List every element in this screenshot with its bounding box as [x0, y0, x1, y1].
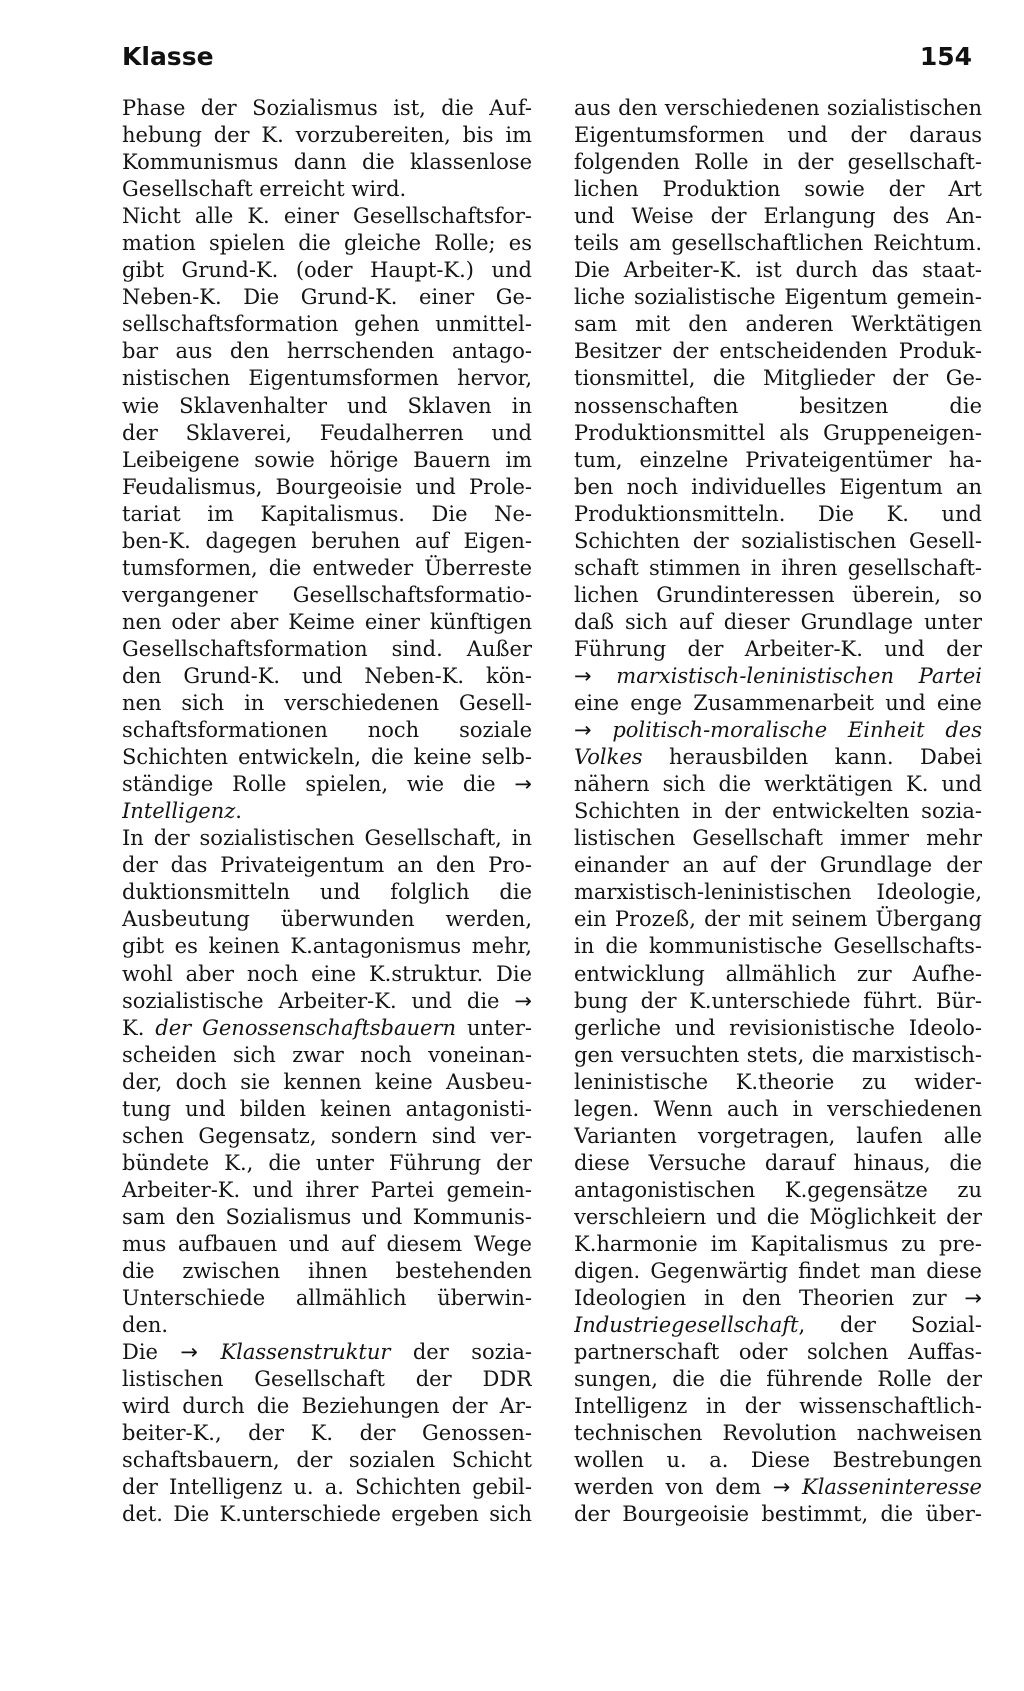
- text-line: [574, 1015, 982, 1042]
- text-line: [122, 1042, 532, 1069]
- text-line: [574, 474, 982, 501]
- line-text: nossenschaften besitzen die: [574, 393, 982, 418]
- text-line: [574, 176, 982, 203]
- line-text: Die Arbeiter-K. ist durch das staat-: [574, 258, 982, 283]
- cross-reference-term: Intelligenz: [122, 799, 236, 824]
- line-text: sellschaftsformation gehen unmittel-: [122, 312, 532, 337]
- text-line: [574, 825, 982, 852]
- line-text: beiter-K., der K. der Genossen-: [122, 1421, 532, 1446]
- line-text: bündete K., die unter Führung der: [122, 1150, 532, 1175]
- line-text: und Weise der Erlangung des An-: [574, 204, 982, 229]
- line-text: det. Die K.unterschiede ergeben sich: [122, 1502, 532, 1527]
- text-line: [574, 1393, 982, 1420]
- text-line: [574, 203, 982, 230]
- text-line: [574, 879, 982, 906]
- line-text-continued: herausbilden kann. Dabei: [642, 745, 982, 770]
- text-line: [122, 988, 532, 1015]
- line-text: tionsmittel, die Mitglieder der Ge-: [574, 366, 982, 391]
- cross-reference-term: marxistisch-leninistischen Partei: [616, 663, 982, 688]
- text-line: [574, 988, 982, 1015]
- line-text: digen. Gegenwärtig findet man diese: [574, 1259, 982, 1284]
- text-line: [574, 257, 982, 284]
- line-text: gibt es keinen K.antagonismus mehr,: [122, 934, 532, 959]
- line-text: Phase der Sozialismus ist, die Auf-: [122, 96, 532, 120]
- line-text: der Bourgeoisie bestimmt, die über-: [574, 1502, 982, 1527]
- line-text: gibt Grund-K. (oder Haupt-K.) und: [122, 258, 532, 283]
- line-text: den.: [122, 1313, 169, 1338]
- text-line: [122, 744, 532, 771]
- cross-reference-term: Industriegesellschaft: [574, 1313, 799, 1338]
- line-text: der das Privateigentum an den Pro-: [122, 853, 532, 878]
- line-text: Ideologien in den Theorien zur: [574, 1286, 947, 1311]
- line-text: Arbeiter-K. und ihrer Partei gemein-: [122, 1177, 532, 1202]
- line-text: marxistisch-leninistischen Ideologie,: [574, 880, 982, 905]
- line-text: schaft stimmen in ihren gesellschaft-: [574, 555, 982, 580]
- cross-reference-arrow-icon: →: [514, 988, 532, 1013]
- text-line: [122, 852, 532, 879]
- text-line: [574, 393, 982, 420]
- text-line: [574, 1042, 982, 1069]
- line-text: sozialistische Arbeiter-K. und die: [122, 988, 500, 1013]
- text-line: [574, 852, 982, 879]
- text-line: [122, 636, 532, 663]
- text-line: [574, 717, 982, 744]
- text-line: [122, 1447, 532, 1474]
- text-line: [122, 1285, 532, 1312]
- cross-reference-arrow-icon: →: [514, 772, 532, 797]
- text-line: [122, 1096, 532, 1123]
- text-line: [122, 1015, 532, 1042]
- text-line: [574, 1339, 982, 1366]
- cross-reference-term: Klasseninteresse: [802, 1475, 982, 1500]
- line-text: nen sich in verschiedenen Gesell-: [122, 691, 532, 716]
- text-line: [122, 528, 532, 555]
- text-line: [122, 961, 532, 988]
- text-line: [122, 582, 532, 609]
- line-text: liche sozialistische Eigentum gemein-: [574, 285, 982, 310]
- text-line: [574, 528, 982, 555]
- line-text-continued: unter-: [456, 1015, 532, 1040]
- text-line: [122, 203, 532, 230]
- text-line: [122, 825, 532, 852]
- line-text: K.: [122, 1015, 156, 1040]
- text-line: [122, 501, 532, 528]
- text-line: [574, 933, 982, 960]
- line-text: Besitzer der entscheidenden Produk-: [574, 339, 982, 364]
- text-line: [122, 1231, 532, 1258]
- line-text: listischen Gesellschaft der DDR: [122, 1367, 532, 1392]
- text-line: [574, 122, 982, 149]
- line-text: wohl aber noch eine K.struktur. Die: [122, 961, 532, 986]
- text-line: [122, 609, 532, 636]
- text-line: [122, 420, 532, 447]
- text-line: [122, 1258, 532, 1285]
- line-text: schaftsbauern, der sozialen Schicht: [122, 1448, 532, 1473]
- text-line: [574, 1177, 982, 1204]
- text-line: [574, 961, 982, 988]
- text-line: [122, 690, 532, 717]
- line-text: in die kommunistische Gesellschafts-: [574, 934, 982, 959]
- cross-reference-arrow-icon: →: [574, 718, 592, 743]
- line-text: Kommunismus dann die klassenlose: [122, 150, 532, 175]
- text-line: [574, 149, 982, 176]
- line-text: tum, einzelne Privateigentümer ha-: [574, 447, 982, 472]
- line-text: aus den verschiedenen sozialistischen: [574, 96, 982, 120]
- page-number: 154: [919, 42, 972, 71]
- line-text: partnerschaft oder solchen Auffas-: [574, 1340, 982, 1365]
- line-text: Gesellschaft erreicht wird.: [122, 177, 407, 202]
- line-text: scheiden sich zwar noch voneinan-: [122, 1042, 532, 1067]
- cross-reference-term: der Genossenschaftsbauern: [155, 1015, 457, 1040]
- line-text: mation spielen die gleiche Rolle; es: [122, 231, 532, 256]
- line-text: ben noch individuelles Eigentum an: [574, 474, 982, 499]
- text-line: [574, 1420, 982, 1447]
- text-line: [574, 1204, 982, 1231]
- line-text: ben-K. dagegen beruhen auf Eigen-: [122, 528, 532, 553]
- text-line: [122, 311, 532, 338]
- text-line: [122, 1312, 532, 1339]
- line-text: Führung der Arbeiter-K. und der: [574, 636, 982, 661]
- line-text: tariat im Kapitalismus. Die Ne-: [122, 501, 532, 526]
- line-text: Nicht alle K. einer Gesellschaftsfor-: [122, 204, 532, 229]
- text-line: [574, 1150, 982, 1177]
- line-text: werden von dem: [574, 1475, 773, 1500]
- cross-reference-arrow-icon: →: [772, 1475, 791, 1500]
- line-text-continued: .: [235, 799, 242, 824]
- line-text: eine enge Zusammenarbeit und eine: [574, 691, 982, 716]
- line-text: die zwischen ihnen bestehenden: [122, 1259, 532, 1284]
- cross-reference-term: Klassenstruktur: [220, 1340, 391, 1365]
- text-line: [122, 1474, 532, 1501]
- line-text: antagonistischen K.gegensätze zu: [574, 1177, 982, 1202]
- text-line: [122, 1150, 532, 1177]
- line-text: diese Versuche darauf hinaus, die: [574, 1150, 982, 1175]
- line-text: Leibeigene sowie hörige Bauern im: [122, 447, 532, 472]
- text-line: [574, 1123, 982, 1150]
- line-text: Produktionsmittel als Gruppeneigen-: [574, 420, 982, 445]
- text-line: [122, 122, 532, 149]
- text-line: [574, 1285, 982, 1312]
- text-line: [122, 555, 532, 582]
- line-text: Die: [122, 1340, 181, 1365]
- text-line: [122, 149, 532, 176]
- cross-reference-arrow-icon: →: [180, 1340, 199, 1365]
- line-text: gen versuchten stets, die marxistisch-: [574, 1042, 982, 1067]
- text-line: [574, 95, 982, 122]
- text-line: [122, 95, 532, 122]
- line-text: Unterschiede allmählich überwin-: [122, 1286, 532, 1311]
- text-line: [574, 555, 982, 582]
- text-line: [122, 1069, 532, 1096]
- line-text: nistischen Eigentumsformen hervor,: [122, 366, 532, 391]
- line-text: Varianten vorgetragen, laufen alle: [574, 1123, 982, 1148]
- text-line: [574, 447, 982, 474]
- text-line: [574, 365, 982, 392]
- line-text: sam den Sozialismus und Kommunis-: [122, 1204, 532, 1229]
- text-line: [122, 933, 532, 960]
- text-line: [122, 338, 532, 365]
- text-line: [122, 365, 532, 392]
- text-line: [574, 663, 982, 690]
- line-text-continued: , der Sozial-: [798, 1313, 982, 1338]
- line-text: technischen Revolution nachweisen: [574, 1421, 982, 1446]
- line-text: legen. Wenn auch in verschiedenen: [574, 1096, 982, 1121]
- text-line: [122, 230, 532, 257]
- page-header-title: Klasse: [122, 42, 214, 71]
- line-text: bung der K.unterschiede führt. Bür-: [574, 988, 982, 1013]
- text-line: [122, 1204, 532, 1231]
- line-text: folgenden Rolle in der gesellschaft-: [574, 150, 982, 175]
- text-line: [574, 1366, 982, 1393]
- line-text: lichen Grundinteressen überein, so: [574, 582, 982, 607]
- text-line: [574, 501, 982, 528]
- line-text: tumsformen, die entweder Überreste: [122, 555, 532, 580]
- line-text: Produktionsmitteln. Die K. und: [574, 501, 982, 526]
- line-text-continued: der sozia-: [390, 1340, 532, 1365]
- text-line: [574, 230, 982, 257]
- line-text: Ausbeutung überwunden werden,: [122, 907, 532, 932]
- line-text: Feudalismus, Bourgeoisie und Prole-: [122, 474, 532, 499]
- line-text: tung und bilden keinen antagonisti-: [122, 1096, 532, 1121]
- text-line: [122, 447, 532, 474]
- text-line: [574, 420, 982, 447]
- line-text: leninistische K.theorie zu wider-: [574, 1069, 982, 1094]
- text-line: [574, 311, 982, 338]
- text-line: [122, 1420, 532, 1447]
- line-text: Schichten in der entwickelten sozia-: [574, 799, 982, 824]
- text-line: [574, 1447, 982, 1474]
- line-text: K.harmonie im Kapitalismus zu pre-: [574, 1231, 982, 1256]
- text-line: [574, 284, 982, 311]
- line-text: sungen, die die führende Rolle der: [574, 1367, 982, 1392]
- line-text: gerliche und revisionistische Ideolo-: [574, 1015, 982, 1040]
- cross-reference-term: Volkes: [574, 745, 643, 770]
- line-text: mus aufbauen und auf diesem Wege: [122, 1231, 532, 1256]
- text-line: [574, 690, 982, 717]
- text-line: [574, 744, 982, 771]
- text-line: [574, 798, 982, 825]
- line-text: bar aus den herrschenden antago-: [122, 339, 532, 364]
- line-text: Schichten der sozialistischen Gesell-: [574, 528, 982, 553]
- cross-reference-arrow-icon: →: [964, 1286, 982, 1311]
- text-line: [122, 393, 532, 420]
- text-line: [574, 636, 982, 663]
- text-line: [122, 176, 532, 203]
- line-text: wollen u. a. Diese Bestrebungen: [574, 1448, 982, 1473]
- text-line: [574, 1312, 982, 1339]
- text-line: [574, 582, 982, 609]
- cross-reference-term: politisch-moralische Einheit des: [612, 718, 982, 743]
- text-line: [122, 474, 532, 501]
- line-text: duktionsmitteln und folglich die: [122, 880, 532, 905]
- text-line: [574, 338, 982, 365]
- text-line: [122, 663, 532, 690]
- line-text: lichen Produktion sowie der Art: [574, 177, 982, 202]
- line-text: Intelligenz in der wissenschaftlich-: [574, 1394, 982, 1419]
- text-line: [122, 1393, 532, 1420]
- text-line: [122, 879, 532, 906]
- line-text: wird durch die Beziehungen der Ar-: [122, 1394, 532, 1419]
- line-text: einander an auf der Grundlage der: [574, 853, 982, 878]
- line-text: schaftsformationen noch soziale: [122, 718, 532, 743]
- right-text-column: [574, 95, 982, 1528]
- line-text: nen oder aber Keime einer künftigen: [122, 609, 532, 634]
- text-line: [122, 284, 532, 311]
- text-line: [122, 717, 532, 744]
- line-text: listischen Gesellschaft immer mehr: [574, 826, 982, 851]
- text-line: [122, 1123, 532, 1150]
- line-text: Schichten entwickeln, die keine selb-: [122, 745, 532, 770]
- text-line: [122, 1366, 532, 1393]
- line-text: vergangener Gesellschaftsformatio-: [122, 582, 532, 607]
- text-line: [122, 1177, 532, 1204]
- line-text: nähern sich die werktätigen K. und: [574, 772, 982, 797]
- text-line: [122, 1501, 532, 1528]
- line-text: ein Prozeß, der mit seinem Übergang: [574, 907, 982, 932]
- line-text: der Sklaverei, Feudalherren und: [122, 420, 532, 445]
- text-line: [574, 1096, 982, 1123]
- text-line: [122, 1339, 532, 1366]
- line-text: Neben-K. Die Grund-K. einer Ge-: [122, 285, 532, 310]
- line-text: teils am gesellschaftlichen Reichtum.: [574, 231, 982, 256]
- text-line: [122, 257, 532, 284]
- line-text: daß sich auf dieser Grundlage unter: [574, 609, 982, 634]
- text-line: [574, 771, 982, 798]
- text-line: [574, 1501, 982, 1528]
- line-text: verschleiern und die Möglichkeit der: [574, 1204, 982, 1229]
- text-line: [574, 1474, 982, 1501]
- text-line: [574, 1258, 982, 1285]
- text-line: [574, 906, 982, 933]
- cross-reference-arrow-icon: →: [574, 663, 592, 688]
- left-text-column: [122, 95, 532, 1528]
- line-text: der, doch sie kennen keine Ausbeu-: [122, 1069, 532, 1094]
- line-text: sam mit den anderen Werktätigen: [574, 312, 982, 337]
- text-line: [574, 609, 982, 636]
- line-text: der Intelligenz u. a. Schichten gebil-: [122, 1475, 532, 1500]
- line-text: hebung der K. vorzubereiten, bis im: [122, 123, 532, 148]
- line-text: In der sozialistischen Gesellschaft, in: [122, 826, 532, 851]
- line-text: Eigentumsformen und der daraus: [574, 123, 982, 148]
- line-text: den Grund-K. und Neben-K. kön-: [122, 663, 532, 688]
- line-text: wie Sklavenhalter und Sklaven in: [122, 393, 532, 418]
- text-line: [122, 906, 532, 933]
- text-line: [122, 771, 532, 798]
- line-text: schen Gegensatz, sondern sind ver-: [122, 1123, 532, 1148]
- line-text: entwicklung allmählich zur Aufhe-: [574, 961, 982, 986]
- line-text: ständige Rolle spielen, wie die: [122, 772, 496, 797]
- text-line: [574, 1231, 982, 1258]
- text-line: [574, 1069, 982, 1096]
- line-text: Gesellschaftsformation sind. Außer: [122, 636, 532, 661]
- text-line: [122, 798, 532, 825]
